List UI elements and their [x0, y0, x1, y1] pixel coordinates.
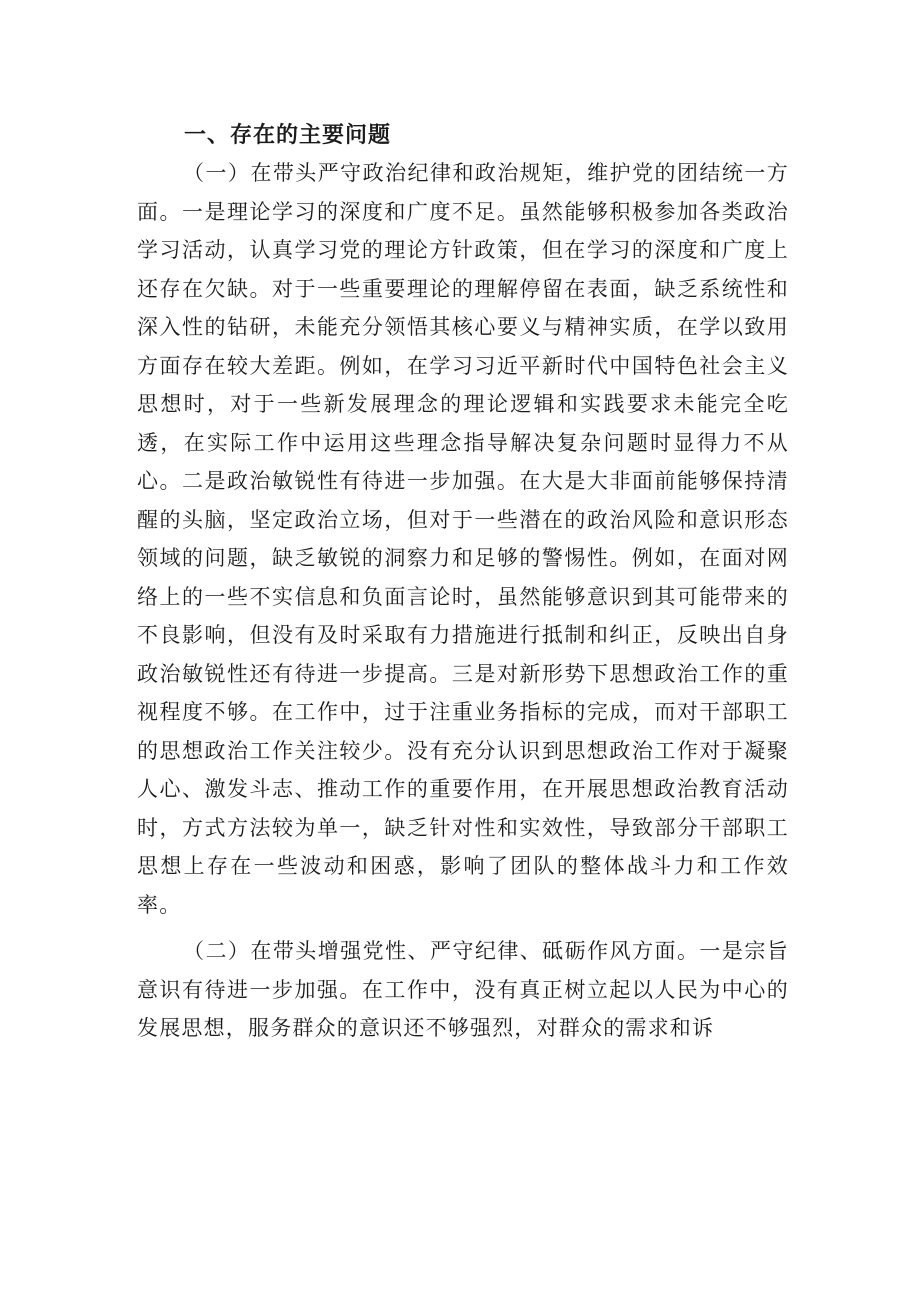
paragraph-2: （二）在带头增强党性、严守纪律、砥砺作风方面。一是宗旨意识有待进一步加强。在工作中，没有真正树立起以人民为中心的发展思想，服务群众的意识还不够强烈，对群众的需求和诉: [137, 939, 789, 1040]
section-heading: 一、存在的主要问题: [184, 123, 392, 148]
document-body: [137, 118, 789, 1048]
paragraph-1: （一）在带头严守政治纪律和政治规矩，维护党的团结统一方面。一是理论学习的深度和广度不足。虽然能够积极参加各类政治学习活动，认真学习党的理论方针政策，但在学习的深度和广度上还存在欠缺。对于一些重要理论的理解停留在表面，缺乏系统性和深入性的钻研，未能充分领悟其核心要义与精神实质，在学以致用方面存在较大差距。例如，在学习习近平新时代中国特色社会主义思想时，对于一些新发展理念的理论逻辑和实践要求未能完全吃透，在实际工作中运用这些理念指导解决复杂问题时显得力不从心。二是政治敏锐性有待进一步加强。在大是大非面前能够保持清醒的头脑，坚定政治立场，但对于一些潜在的政治风险和意识形态领域的问题，缺乏敏锐的洞察力和足够的警惕性。例如，在面对网络上的一些不实信息和负面言论时，虽然能够意识到其可能带来的不良影响，但没有及时采取有力措施进行抵制和纠正，反映出自身政治敏锐性还有待进一步提高。三是对新形势下思想政治工作的重视程度不够。在工作中，过于注重业务指标的完成，而对干部职工的思想政治工作关注较少。没有充分认识到思想政治工作对于凝聚人心、激发斗志、推动工作的重要作用，在开展思想政治教育活动时，方式方法较为单一，缺乏针对性和实效性，导致部分干部职工思想上存在一些波动和困惑，影响了团队的整体战斗力和工作效率。: [137, 161, 789, 917]
